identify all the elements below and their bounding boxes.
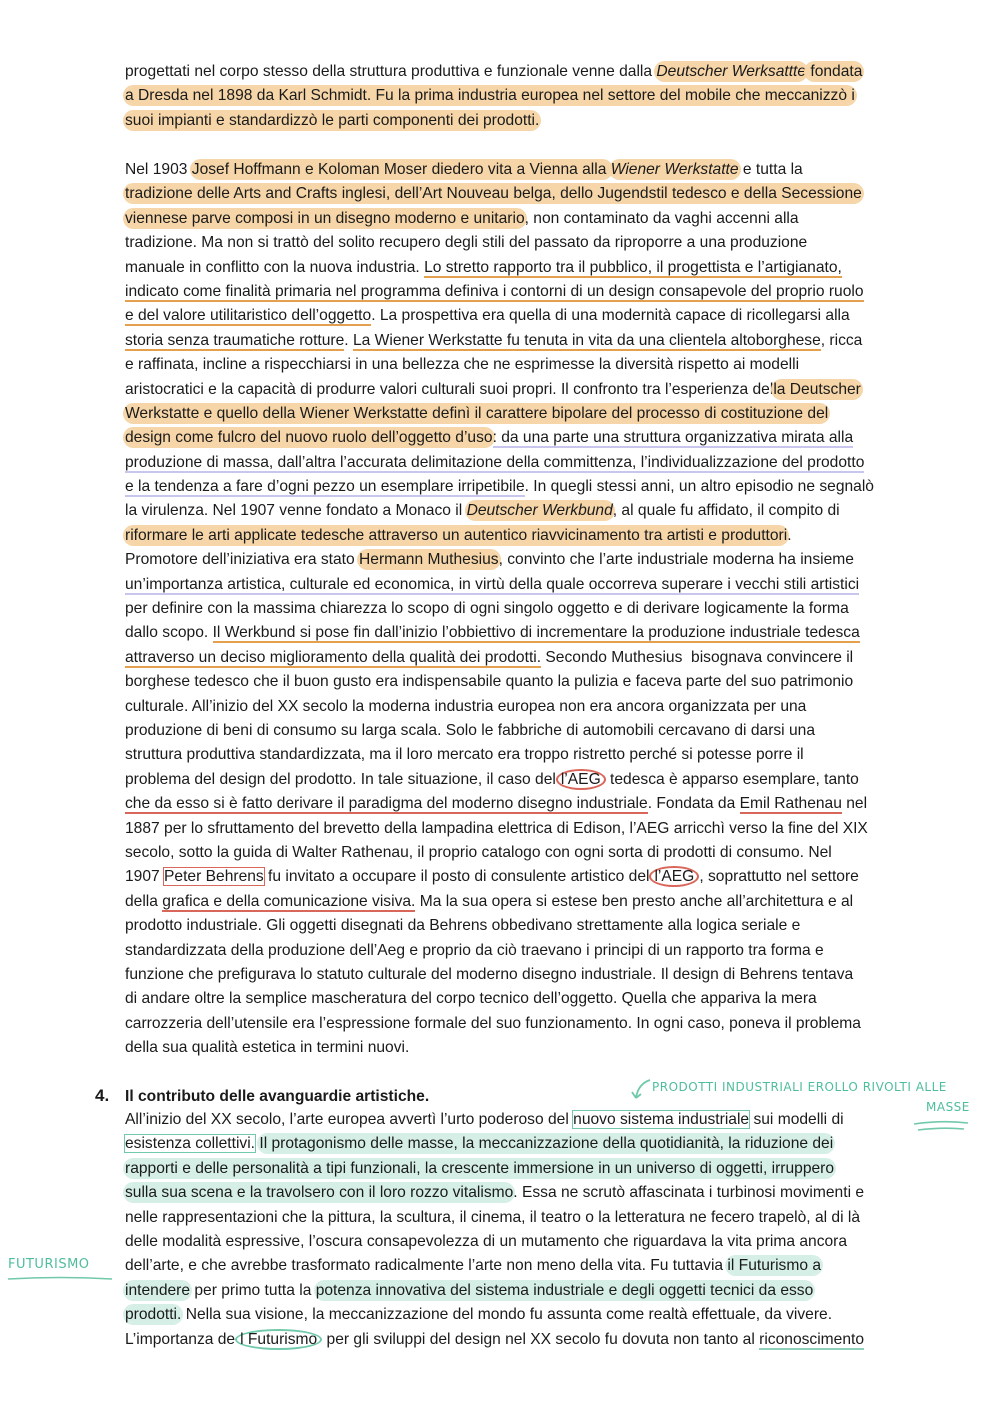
highlight-orange: design come fulcro del nuovo ruolo dell’oggetto d’uso — [125, 429, 493, 447]
text-line — [125, 182, 940, 206]
text-line: viennese parve composi in un disegno moderno e unitario, non contaminato da vaghi accenni alla — [125, 209, 799, 227]
paragraph-intro — [125, 60, 940, 133]
text-line: secolo, sotto la guida di Walter Rathenau, il proprio catalogo con ogni sorta di prodotti di consumo. Nel — [125, 843, 832, 861]
highlight-green: sulla sua scena e la travolsero con il loro rozzo vitalismo — [125, 1184, 514, 1202]
highlight-orange: a Dresda nel 1898 da Karl Schmidt. Fu la prima industria europea nel settore del mobile che meccanizzò i — [125, 87, 855, 105]
text-line: borghese tedesco che il buon gusto era indispensabile quanto la pulizia e faceva parte del suo patrimonio — [125, 673, 854, 691]
text-line: e la tendenza a fare d’ogni pezzo un esemplare irripetibile. In quegli stessi anni, un altro episodio ne segnalò — [125, 478, 874, 496]
text-line: struttura produttiva standardizzata, ma il loro mercato era troppo ristretto perché si potesse porre il — [125, 746, 804, 764]
text-line: standardizzata della produzione dell’Aeg e proprio da ciò traevano i principi di un rapporto tra forma e — [125, 941, 824, 959]
text-line — [125, 573, 940, 597]
text-line: All’inizio del XX secolo, l’arte europea avvertì l’urto poderoso del nuovo sistema industriale sui modelli di — [125, 1111, 844, 1128]
text-line: funzione che prefigurava lo statuto culturale del moderno disegno industriale. Il design di Behrens tentava — [125, 965, 854, 983]
text-line: 1887 per lo sfruttamento del brevetto della lampadina elettrica di Edison, l’AEG arricchì verso la fine del XIX — [125, 819, 868, 837]
underline-red: grafica e della comunicazione visiva. — [162, 892, 416, 910]
paragraph-avanguardie — [125, 1108, 940, 1352]
text-line: che da esso si è fatto derivare il paradigma del moderno disegno industriale. Fondata da Emil Rathenau nel — [125, 795, 868, 813]
underline-purple: un’importanza artistica, culturale ed economica, in virtù della quale occorreva superare i vecchi stili artistici — [125, 575, 860, 593]
underline-orange: La Wiener Werkstatte fu tenuta in vita da una clientela altoborghese — [352, 331, 821, 349]
paragraph-main — [125, 158, 940, 1060]
circled-aeg: l’AEG — [649, 866, 699, 887]
text-line: riformare le arti applicate tedesche attraverso un autentico riavvicinamento tra artisti e produttori. — [125, 526, 792, 544]
text-line: e del valore utilitaristico dell’oggetto. La prospettiva era quella di una modernità capace di ricollegarsi alla — [125, 307, 850, 325]
text-line — [125, 84, 940, 108]
text-line: problema del design del prodotto. In tale situazione, il caso del l’AEG tedesca è apparso esemplare, tanto — [125, 770, 859, 788]
highlight-orange: suoi impianti e standardizzò le parti componenti dei prodotti. — [125, 111, 540, 129]
text-line: sulla sua scena e la travolsero con il loro rozzo vitalismo. Essa ne scrutò affascinata i turbinosi movimenti e — [125, 1184, 865, 1202]
text-line: per definire con la massima chiarezza lo scopo di ogni singolo oggetto e di derivare logicamente la forma — [125, 600, 849, 618]
text-line: dell’arte, e che avrebbe trasformato radicalmente l’arte non meno della vita. Fu tuttavia il Futurismo a — [125, 1257, 822, 1275]
section-number: 4. — [95, 1086, 110, 1105]
highlight-orange: Deutscher Werksattte — [656, 63, 807, 80]
text-line: intendere per primo tutta la potenza innovativa del sistema industriale e degli oggetti tecnici da esso — [125, 1281, 814, 1299]
highlight-orange: la Deutscher — [773, 380, 861, 398]
highlight-green: rapporti e delle personalità a tipi funzionali, la crescente immersione in un universo di oggetti, irruppero — [125, 1159, 835, 1177]
text-line — [125, 1157, 940, 1181]
underline-purple: e la tendenza a fare d’ogni pezzo un esemplare irripetibile — [125, 478, 525, 496]
text-line: aristocratici e la capacità di produrre valori culturali suoi propri. Il confronto tra l’esperienza della Deutscher — [125, 380, 861, 398]
highlight-orange: viennese parve composi in un disegno moderno e unitario — [125, 209, 525, 227]
underline-orange: indicato come finalità primaria nel programma definiva i contorni di un design consapevole del proprio ruolo — [125, 282, 864, 300]
text-line: progettati nel corpo stesso della struttura produttiva e funzionale venne dalla Deutscher Werksattte fondata — [125, 63, 863, 80]
text-line: delle modalità espressive, l’oscura consapevolezza di un mutamento che riguardava la vita prima ancora — [125, 1232, 848, 1250]
boxed-nuovo-sistema: nuovo sistema industriale — [573, 1111, 750, 1128]
text-line — [125, 280, 940, 304]
text-line: prodotto industriale. Gli oggetti disegnati da Behrens obbedivano strettamente alla logica seriale e — [125, 917, 801, 935]
boxed-esistenza: esistenza collettivi. — [125, 1135, 256, 1153]
text-line: di andare oltre la semplice mascheratura del corpo tecnico dell’oggetto. Quella che appariva la mera — [125, 990, 817, 1008]
text-line: la virulenza. Nel 1907 venne fondato a Monaco il Deutscher Werkbund, al quale fu affidato, il compito di — [125, 502, 840, 520]
underline-purple: produzione di massa, dall’altra l’accurata delimitazione della committenza, l’individualizzazione del prodotto — [125, 453, 865, 471]
text-line: culturale. All’inizio del XX secolo la moderna industria europea non era ancora organizzata per una — [125, 697, 807, 715]
highlight-green: intendere — [125, 1281, 191, 1299]
section-title: Il contributo delle avanguardie artistiche. — [125, 1088, 430, 1105]
futurismo-underline-icon — [6, 1274, 116, 1284]
text-line — [125, 426, 940, 450]
text-line — [125, 109, 940, 133]
underline-orange: storia senza traumatiche rotture — [125, 331, 345, 349]
text-line: carrozzeria dell’utensile era l’espressione formale del suo funzionamento. In ogni caso, poneva il problema — [125, 1014, 861, 1032]
text-line: dallo scopo. Il Werkbund si pose fin dall’inizio l’obbiettivo di incrementare la produzione industriale tedesca — [125, 624, 860, 642]
text-line: Nel 1903 Josef Hoffmann e Koloman Moser diedero vita a Vienna alla Wiener Werkstatte e tutta la — [125, 161, 803, 178]
masse-underline-icon — [912, 1118, 972, 1134]
boxed-peter-behrens: Peter Behrens — [164, 868, 264, 886]
highlight-orange: Hermann Muthesius — [359, 551, 499, 569]
margin-note-prodotti: PRODOTTI INDUSTRIALI EROLLO RIVOLTI ALLE — [652, 1080, 947, 1094]
highlight-green: Il protagonismo delle masse, la meccanizzazione della quotidianità, la riduzione dei — [259, 1135, 834, 1153]
text-line: della grafica e della comunicazione visiva. Ma la sua opera si estese ben presto anche all’architettura e al — [125, 892, 854, 910]
section-heading — [95, 1084, 429, 1109]
text-line: della sua qualità estetica in termini nuovi. — [125, 1039, 410, 1057]
highlight-orange: Werkstatte e quello della Wiener Werkstatte definì il carattere bipolare del processo di costituzione del — [125, 404, 829, 422]
text-line — [125, 402, 940, 426]
highlight-orange: riformare le arti applicate tedesche attraverso un autentico riavvicinamento tra artisti e produttori — [125, 526, 788, 544]
highlight-green: il Futurismo a — [727, 1257, 822, 1275]
circled-futurismo: l Futurismo — [235, 1329, 322, 1350]
highlight-green: potenza innovativa del sistema industriale e degli oggetti tecnici da esso — [315, 1281, 814, 1299]
text-line: storia senza traumatiche rotture. La Wiener Werkstatte fu tenuta in vita da una clientela altoborghese, ricca — [125, 331, 863, 349]
underline-orange: Lo stretto rapporto tra il pubblico, il progettista e l’artigianato, — [424, 258, 842, 276]
underline-orange: e del valore utilitaristico dell’oggetto — [125, 307, 372, 325]
highlight-orange: Deutscher Werkbund — [466, 502, 613, 520]
highlight-orange: tradizione delle Arts and Crafts inglesi, dell’Art Nouveau belga, dello Jugendstil tedesco e della Secessione — [125, 185, 862, 203]
highlight-green: prodotti. — [125, 1306, 182, 1324]
text-line: produzione di beni di consumo su larga scala. Solo le fabbriche di automobili cercavano di darsi una — [125, 721, 816, 739]
underline-red: che da esso si è fatto derivare il paradigma del moderno disegno industriale — [125, 795, 648, 813]
text-line: attraverso un deciso miglioramento della qualità dei prodotti. Secondo Muthesius bisognava convincere il — [125, 648, 854, 666]
underline-red: Emil Rathenau — [739, 795, 842, 813]
text-line: nelle rappresentazioni che la pittura, la scultura, il cinema, il teatro o la letteratura ne fecero trapelò, al di là — [125, 1208, 861, 1226]
text-line: 1907 Peter Behrens fu invitato a occupare il posto di consulente artistico del l’AEG , soprattutto nel settore — [125, 868, 859, 886]
text-line — [125, 1132, 940, 1156]
text-line — [125, 451, 940, 475]
text-line: tradizione. Ma non si trattò del solito recupero degli stili del passato da riproporre a una produzione — [125, 234, 808, 252]
text-line: prodotti. Nella sua visione, la meccanizzazione del mondo fu assunta come realtà effettuale, da vivere. — [125, 1306, 833, 1324]
margin-note-futurismo: FUTURISMO — [8, 1257, 90, 1272]
circled-aeg: l’AEG — [556, 769, 606, 790]
margin-note-masse: MASSE — [926, 1100, 970, 1114]
highlight-orange: Josef Hoffmann e Koloman Moser diedero vita a Vienna alla — [191, 161, 611, 178]
text-line: L’importanza de l Futurismo per gli sviluppi del design nel XX secolo fu dovuta non tanto al riconoscimento — [125, 1330, 865, 1348]
underline-orange: Il Werkbund si pose fin dall’inizio l’obbiettivo di incrementare la produzione industriale tedesca — [212, 624, 860, 642]
underline-green: riconoscimento — [759, 1330, 865, 1348]
underline-orange: attraverso un deciso miglioramento della qualità dei prodotti. — [125, 648, 542, 666]
text-line: Promotore dell’iniziativa era stato Hermann Muthesius, convinto che l’arte industriale moderna ha insieme — [125, 551, 854, 569]
text-line: e raffinata, incline a rispecchiarsi in una bellezza che ne esprimesse la diversità rispetto ai modelli — [125, 356, 800, 374]
text-line: manuale in conflitto con la nuova industria. Lo stretto rapporto tra il pubblico, il progettista e l’artigianato, — [125, 258, 842, 276]
underline-purple: : da una parte una struttura organizzativa mirata alla — [492, 429, 854, 447]
